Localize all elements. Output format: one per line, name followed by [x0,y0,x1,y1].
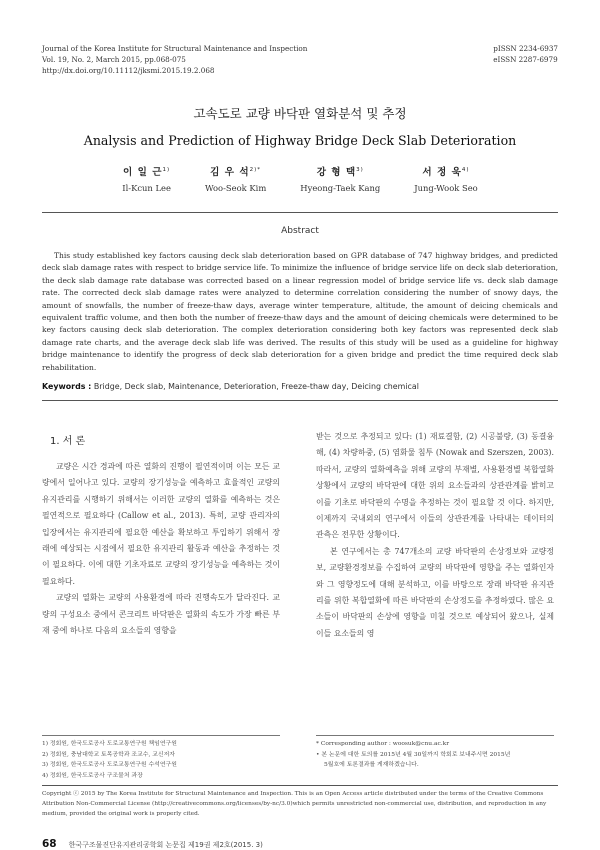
keywords [42,382,558,391]
pissn: pISSN 2234-6937 [493,44,558,53]
abstract-bottom-rule [42,400,558,401]
copyright-notice: Copyright ⓒ 2015 by The Korea Institute for Structural Maintenance and Inspection. This is an Open Access article distributed under the terms of the Creative Commons Attribution Non-Commercial License (http://creativecommons.org/licenses/by-nc/3.0)which permits unrestricted non-commercial use, distribution, and reproduction in any medium, provided the original work is properly cited. [42,791,547,817]
keywords-list: Bridge, Deck slab, Maintenance, Deterioration, Freeze-thaw day, Deicing chemical [93,382,419,391]
footnote-rule-left [42,735,280,736]
paragraph: 교량은 시간 경과에 따른 열화의 진행이 필연적이며 이는 모든 교량에서 일어나고 있다. 교량의 장기성능을 예측하고 효율적인 교량의 유지관리를 시행하기 위해서는 이러한 교량의 열화를 예측하는 것은 필연적으로 필요하다 (Callow et al., 2013). 특히, 교량 관리자의 입장에서는 유지관리에 필요한 예산을 확보하고 투입하기 위해서 장래에 예상되는 시점에서 필요한 유지관리 활동과 예산을 추정하는 것이 필요하다. 이에 대한 기초자료로 교량의 장기성능을 예측하는 것이 필요하다. [42,462,280,586]
author-affil-mark: 3) [356,166,364,173]
abstract-text: This study established key factors causing deck slab deterioration based on GPR database of 747 highway bridges, and predicted deck slab damage rates with respect to bridge service life. To minimize the influence of bridge service life on deck slab deterioration, the deck slab damage rate database was corrected based on a linear regression model of bridge service life vs. deck slab damage rate. The corrected deck slab damage rates were analyzed to determine correlation considering the number of snowy days, the amount of snowfalls, the number of freeze-thaw days, average winter temperature, altitude, the amount of deicing chemicals and equivalent traffic volume, and then both the number of freeze-thaw days and the amount of deicing chemicals were determined to be key factors causing deck slab deterioration. The complex deterioration considering both key factors was represented deck slab damage rate charts, and the average deck slab life was derived. The results of this study will be used as a guideline for highway bridge maintenance to identify the progress of deck slab deterioration for a given bridge and predict the time required deck slab rehabilitation. [42,251,558,372]
journal-footer-text: 한국구조물진단유지관리공학회 논문집 제19권 제2호(2015. 3) [68,841,263,849]
author-4 [414,164,477,193]
paragraph: 본 연구에서는 총 747개소의 교량 바닥판의 손상정보와 교량정보, 교량환경정보를 수집하여 교량의 바닥판에 영향을 주는 열화인자와 그 영향정도에 대해 분석하고, 이를 바탕으로 장래 바닥판 유지관리를 위한 복합열화에 따른 바닥판의 손상정도를 추정하였다. 많은 요소들이 바닥판의 손상에 영향을 미칠 것으로 예상되어 왔으나, 실제 이들 요소들의 영 [316,546,554,638]
abstract-heading: Abstract [281,226,319,236]
author-name-en: Woo-Seok Kim [204,183,267,193]
body-column-right [316,429,554,642]
page-number: 68 [42,838,57,850]
footnote: 5월호에 토론결과를 게재하겠습니다. [324,762,419,769]
correspondence-footnotes [316,739,558,771]
doi-link[interactable]: http://dx.doi.org/10.11112/jksmi.2015.19.2.068 [42,66,215,75]
journal-header [42,43,307,76]
footnote: 3) 정회원, 한국도로공사 도로교통연구원 수석연구원 [42,762,177,769]
author-name-ko: 강 형 택 [316,167,357,178]
eissn: eISSN 2287-6979 [493,55,558,64]
paragraph: 교량의 열화는 교량의 사용환경에 따라 진행속도가 달라진다. 교량의 구성요소 중에서 콘크리트 바닥판은 열화의 속도가 가장 빠른 부재 중에 하나로 다음의 요소들의 영향을 [42,593,280,636]
footnote: 2) 정회원, 충남대학교 토목공학과 조교수, 교신저자 [42,751,175,758]
footnote-rule-right [316,735,554,736]
author-name-ko: 김 우 석 [210,167,250,178]
author-1 [122,164,171,193]
corresponding-author: * Corresponding author : woosuk@cnu.ac.kr [316,741,450,747]
author-name-en: Il-Kcun Lee [122,183,171,193]
page-footer [42,838,263,850]
copyright-rule [42,785,558,786]
title-english: Analysis and Prediction of Highway Bridge Deck Slab Deterioration [83,133,517,148]
footnote: 1) 정회원, 한국도로공사 도로교통연구원 책임연구원 [42,741,177,747]
abstract-top-rule [42,212,558,213]
title-korean: 고속도로 교량 바닥판 열화분석 및 추정 [193,106,407,121]
author-affil-mark: 4) [461,166,470,173]
issn-block [493,43,558,65]
body-column-left [42,459,280,639]
keywords-label: Keywords : [42,382,92,391]
author-name-ko: 이 일 근 [123,167,163,178]
author-name-en: Jung-Wook Seo [414,183,478,193]
paragraph: 받는 것으로 추정되고 있다: (1) 재료결함, (2) 시공불량, (3) 동결융해, (4) 차량하중, (5) 염화물 침투 (Nowak and Szerszen, 2003). 따라서, 교량의 열화예측을 위해 교량의 부재별, 사용환경별 복합열화상황에서 교량의 바닥판에 대한 위의 요소들과의 상관관계를 밝히고 이를 기초로 바닥판의 수명을 추정하는 것이 필요할 것 이다. 하지만, 이제까지 국내외의 연구에서 이들의 상관관계를 나타내는 데이터의 관측은 전무한 상황이다. [316,432,554,540]
author-name-en: Hyeong-Taek Kang [300,183,381,193]
author-affil-mark: 1) [162,166,171,173]
author-affil-mark: 2)* [249,166,262,173]
author-name-ko: 서 정 욱 [422,167,462,178]
affiliation-footnotes [42,739,280,781]
journal-volume: Vol. 19, No. 2, March 2015, pp.068-075 [42,55,186,64]
section-title-introduction: 1. 서 론 [50,436,86,447]
author-list [0,164,600,193]
footnote: 4) 정회원, 한국도로공사 구조물처 과장 [42,772,143,779]
footnote: • 본 논문에 대한 토의를 2015년 4월 30일까지 학회로 보내주시면 2015년 [316,751,511,758]
journal-name: Journal of the Korea Institute for Structural Maintenance and Inspection [42,44,308,53]
author-2 [205,164,266,193]
author-3 [300,164,380,193]
